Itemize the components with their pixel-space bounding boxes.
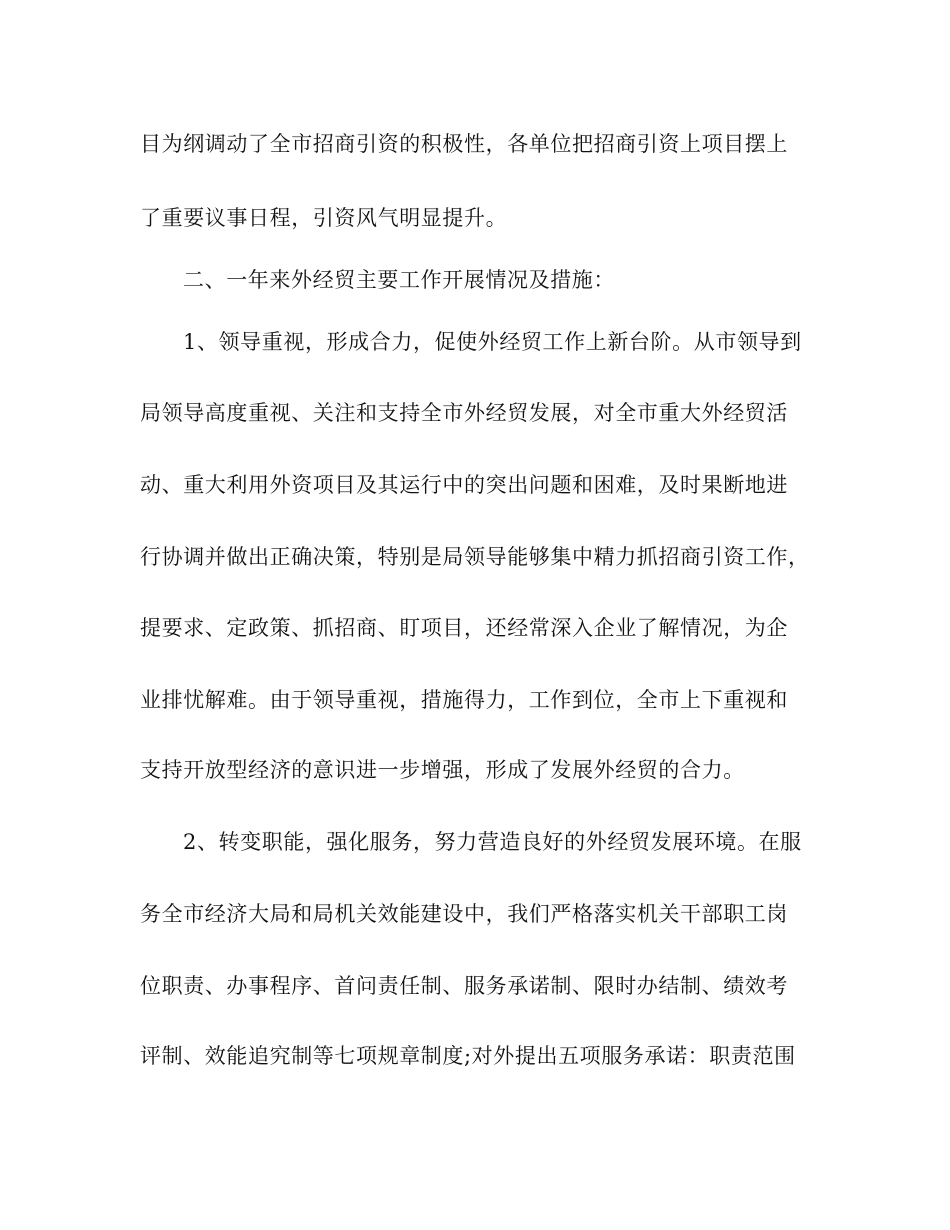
body-text-line: 目为纲调动了全市招商引资的积极性，各单位把招商引资上项目摆上	[140, 132, 788, 156]
body-text-line: 行协调并做出正确决策，特别是局领导能够集中精力抓招商引资工作，	[140, 545, 810, 569]
body-text-line: 务全市经济大局和局机关效能建设中，我们严格落实机关干部职工岗	[140, 902, 788, 926]
body-text-line: 支持开放型经济的意识进一步增强，形成了发展外经贸的合力。	[140, 758, 745, 782]
body-text-line: 评制、效能追究制等七项规章制度;对外提出五项服务承诺：职责范围	[140, 1044, 796, 1068]
body-text-line: 位职责、办事程序、首问责任制、服务承诺制、限时办结制、绩效考	[140, 974, 788, 998]
body-text-line: 了重要议事日程，引资风气明显提升。	[140, 206, 508, 230]
body-text-line: 2、转变职能，强化服务，努力营造良好的外经贸发展环境。在服	[183, 830, 802, 854]
body-text-line: 提要求、定政策、抓招商、盯项目，还经常深入企业了解情况，为企	[140, 616, 788, 640]
body-text-line: 业排忧解难。由于领导重视，措施得力，工作到位，全市上下重视和	[140, 688, 788, 712]
body-text-line: 动、重大利用外资项目及其运行中的突出问题和困难，及时果断地进	[140, 473, 788, 497]
body-text-line: 1、领导重视，形成合力，促使外经贸工作上新台阶。从市领导到	[183, 330, 802, 354]
section-heading: 二、一年来外经贸主要工作开展情况及措施：	[183, 268, 615, 292]
body-text-line: 局领导高度重视、关注和支持全市外经贸发展，对全市重大外经贸活	[140, 401, 788, 425]
